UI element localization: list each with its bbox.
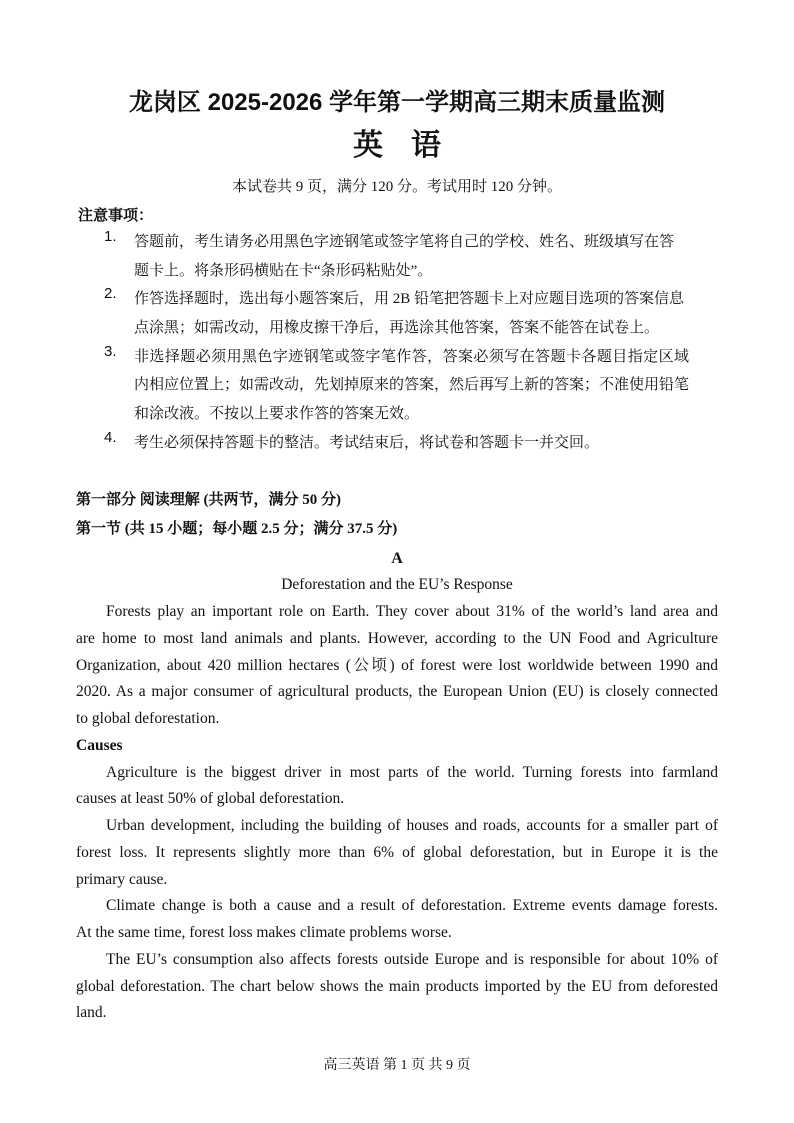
paragraph: [76, 813, 718, 893]
text-line: land.: [76, 1004, 107, 1022]
paragraph: [76, 760, 718, 814]
notice-number: 2.: [104, 285, 117, 303]
notice-text: [134, 285, 684, 342]
page-footer: 高三英语 第 1 页 共 9 页: [323, 1058, 471, 1073]
causes-heading: Causes: [76, 736, 123, 754]
passage-letter: A: [391, 550, 403, 567]
text-line: 点涂黑；如需改动，用橡皮擦干净后，再选涂其他答案，答案不能答在试卷上。: [134, 320, 660, 337]
text-line: 考生必须保持答题卡的整洁。考试结束后，将试卷和答题卡一并交回。: [134, 434, 600, 451]
text-line: causes at least 50% of global deforestation.: [76, 790, 345, 808]
text-line: At the same time, forest loss makes climate problems worse.: [76, 924, 452, 941]
notice-number: 4.: [104, 428, 117, 446]
text-line: 作答选择题时，选出每小题答案后，用 2B 铅笔把答题卡上对应题目选项的答案信息: [134, 291, 685, 308]
text-line: primary cause.: [76, 870, 168, 888]
passage-title: Deforestation and the EU’s Response: [281, 576, 513, 593]
part-title: 第一部分 阅读理解 (共两节，满分 50 分): [76, 492, 341, 508]
exam-info: 本试卷共 9 页，满分 120 分。考试用时 120 分钟。: [231, 179, 562, 195]
notice-text: [134, 429, 599, 458]
text-line: 和涂改液。不按以上要求作答的答案无效。: [134, 406, 420, 423]
notice-item: [104, 343, 718, 429]
text-line: Organization, about 420 million hectares (公顷) of forest were lost worldwide between 1990 and: [76, 656, 718, 674]
paragraph: [76, 893, 718, 947]
subject-title: 英语: [353, 128, 469, 163]
notice-list: [104, 228, 718, 458]
section-title: 第一节 (共 15 小题；每小题 2.5 分；满分 37.5 分): [76, 521, 398, 537]
passage-body: [76, 599, 718, 1027]
text-line: forest loss. It represents slightly more than 6% of global deforestation, but in Europe it is the: [76, 843, 718, 861]
paragraph: [76, 599, 718, 733]
notice-item: [104, 228, 718, 285]
text-line: to global deforestation.: [76, 710, 220, 727]
text-line: 答题前，考生请务必用黑色字迹钢笔或签字笔将自己的学校、姓名、班级填写在答: [134, 234, 675, 250]
text-line: Climate change is both a cause and a result of deforestation. Extreme events damage forests.: [106, 897, 718, 915]
text-line: 题卡上。将条形码横贴在卡“条形码粘贴处”。: [134, 262, 433, 279]
notice-heading: 注意事项：: [78, 208, 154, 224]
text-line: global deforestation. The chart below shows the main products imported by the EU from deforested: [76, 977, 718, 995]
exam-title: 龙岗区 2025-2026 学年第一学期高三期末质量监测: [128, 89, 666, 116]
text-line: The EU’s consumption also affects forests outside Europe and is responsible for about 10% of: [106, 950, 718, 968]
text-line: Agriculture is the biggest driver in most parts of the world. Turning forests into farmland: [106, 763, 718, 781]
notice-number: 1.: [104, 228, 117, 245]
text-line: Forests play an important role on Earth. They cover about 31% of the world’s land area and: [106, 603, 718, 620]
notice-item: [104, 285, 718, 342]
text-line: Urban development, including the building of houses and roads, accounts for a smaller part of: [106, 817, 718, 834]
text-line: 2020. As a major consumer of agricultural products, the European Union (EU) is closely connected: [76, 683, 718, 701]
notice-text: [134, 228, 674, 285]
notice-text: [134, 343, 689, 429]
notice-item: [104, 429, 718, 458]
text-line: 非选择题必须用黑色字迹钢笔或签字笔作答，答案必须写在答题卡各题目指定区域: [134, 348, 690, 365]
text-line: 内相应位置上；如需改动，先划掉原来的答案，然后再写上新的答案；不准使用铅笔: [134, 377, 690, 394]
notice-number: 3.: [104, 342, 117, 360]
text-line: are home to most land animals and plants. However, according to the UN Food and Agriculture: [76, 629, 718, 647]
paragraph: [76, 947, 718, 1027]
